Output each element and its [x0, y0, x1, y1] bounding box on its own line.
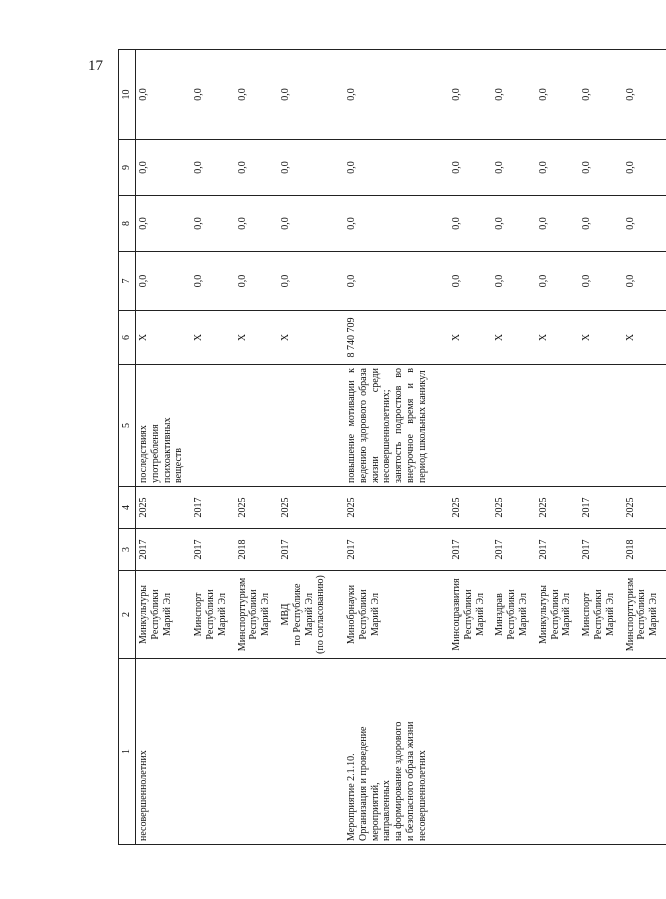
value-cell: 0,0	[536, 50, 579, 140]
result-cell	[235, 365, 278, 487]
executor-cell: МВД по Республике Марий Эл (по согласованию)	[278, 571, 344, 659]
amount-cell: X	[191, 311, 234, 365]
table-row	[623, 50, 666, 845]
start-year-cell: 2017	[449, 529, 492, 571]
executor-cell: Минспорт Республики Марий Эл	[579, 571, 622, 659]
header-row	[119, 50, 136, 845]
result-cell	[579, 365, 622, 487]
value-cell: 0,0	[492, 50, 535, 140]
value-cell: 0,0	[235, 196, 278, 252]
executor-cell: Минздрав Республики Марий Эл	[492, 571, 535, 659]
value-cell: 0,0	[492, 140, 535, 196]
result-cell	[449, 365, 492, 487]
end-year-cell: 2025	[449, 487, 492, 529]
value-cell: 0,0	[191, 50, 234, 140]
value-cell: 0,0	[579, 252, 622, 311]
start-year-cell: 2017	[136, 529, 192, 571]
value-cell: 0,0	[536, 140, 579, 196]
amount-cell: X	[449, 311, 492, 365]
value-cell: 0,0	[623, 196, 666, 252]
value-cell: 0,0	[235, 140, 278, 196]
value-cell: 0,0	[278, 252, 344, 311]
rotated-table-container	[118, 50, 660, 845]
end-year-cell: 2017	[191, 487, 234, 529]
start-year-cell: 2017	[536, 529, 579, 571]
executor-cell: Минспорттуризм Республики Марий Эл	[623, 571, 666, 659]
value-cell: 0,0	[344, 50, 449, 140]
result-cell: повышение мотивации к ведению здорового образа жизни среди несовершеннолетних; занятость подростков во внеурочное время и в период школьных каникул	[344, 365, 449, 487]
table-row	[579, 50, 622, 845]
amount-cell: X	[278, 311, 344, 365]
end-year-cell: 2025	[536, 487, 579, 529]
end-year-cell: 2025	[623, 487, 666, 529]
value-cell: 0,0	[579, 50, 622, 140]
event-cell	[492, 659, 535, 845]
event-cell: несовершеннолетних	[136, 659, 192, 845]
value-cell: 0,0	[449, 140, 492, 196]
col-header: 2	[119, 571, 136, 659]
value-cell: 0,0	[579, 196, 622, 252]
value-cell: 0,0	[344, 196, 449, 252]
value-cell: 0,0	[449, 50, 492, 140]
value-cell: 0,0	[191, 196, 234, 252]
end-year-cell: 2025	[136, 487, 192, 529]
value-cell: 0,0	[136, 140, 192, 196]
col-header: 6	[119, 311, 136, 365]
amount-cell: X	[579, 311, 622, 365]
executor-cell: Минспорт Республики Марий Эл	[191, 571, 234, 659]
value-cell: 0,0	[344, 252, 449, 311]
col-header: 5	[119, 365, 136, 487]
start-year-cell: 2017	[344, 529, 449, 571]
start-year-cell: 2017	[579, 529, 622, 571]
event-cell	[623, 659, 666, 845]
value-cell: 0,0	[136, 252, 192, 311]
executor-cell: Минкультуры Республики Марий Эл	[136, 571, 192, 659]
event-cell	[579, 659, 622, 845]
event-cell	[235, 659, 278, 845]
col-header: 9	[119, 140, 136, 196]
event-cell	[191, 659, 234, 845]
event-cell	[278, 659, 344, 845]
value-cell: 0,0	[278, 140, 344, 196]
result-cell	[492, 365, 535, 487]
value-cell: 0,0	[191, 252, 234, 311]
value-cell: 0,0	[136, 50, 192, 140]
value-cell: 0,0	[449, 252, 492, 311]
value-cell: 0,0	[235, 252, 278, 311]
start-year-cell: 2017	[278, 529, 344, 571]
result-cell: последствиях употребления психоактивных веществ	[136, 365, 192, 487]
value-cell: 0,0	[492, 252, 535, 311]
col-header: 1	[119, 659, 136, 845]
table-row	[191, 50, 234, 845]
table-row	[235, 50, 278, 845]
result-cell	[191, 365, 234, 487]
end-year-cell: 2025	[278, 487, 344, 529]
value-cell: 0,0	[136, 196, 192, 252]
amount-cell: X	[136, 311, 192, 365]
amount-cell: 8 740 709	[344, 311, 449, 365]
event-cell: Мероприятие 2.1.10. Организация и проведение мероприятий, направленных на формирование здорового и безопасного образа жизни несовершеннолетних	[344, 659, 449, 845]
end-year-cell: 2017	[579, 487, 622, 529]
executor-cell: Минобрнауки Республики Марий Эл	[344, 571, 449, 659]
value-cell: 0,0	[623, 50, 666, 140]
end-year-cell: 2025	[235, 487, 278, 529]
executor-cell: Минсоцразвития Республики Марий Эл	[449, 571, 492, 659]
table-row	[136, 50, 192, 845]
value-cell: 0,0	[278, 50, 344, 140]
page-number: 17	[88, 58, 103, 74]
value-cell: 0,0	[278, 196, 344, 252]
amount-cell: X	[235, 311, 278, 365]
event-cell	[536, 659, 579, 845]
value-cell: 0,0	[235, 50, 278, 140]
value-cell: 0,0	[536, 196, 579, 252]
table-row	[278, 50, 344, 845]
col-header: 7	[119, 252, 136, 311]
start-year-cell: 2018	[235, 529, 278, 571]
col-header: 8	[119, 196, 136, 252]
result-cell	[536, 365, 579, 487]
value-cell: 0,0	[344, 140, 449, 196]
start-year-cell: 2018	[623, 529, 666, 571]
table-row	[449, 50, 492, 845]
value-cell: 0,0	[536, 252, 579, 311]
event-cell	[449, 659, 492, 845]
value-cell: 0,0	[492, 196, 535, 252]
start-year-cell: 2017	[492, 529, 535, 571]
table-row	[344, 50, 449, 845]
start-year-cell: 2017	[191, 529, 234, 571]
value-cell: 0,0	[623, 140, 666, 196]
result-cell	[623, 365, 666, 487]
amount-cell: X	[492, 311, 535, 365]
result-cell	[278, 365, 344, 487]
executor-cell: Минкультуры Республики Марий Эл	[536, 571, 579, 659]
table-body	[136, 50, 666, 845]
col-header: 4	[119, 487, 136, 529]
value-cell: 0,0	[449, 196, 492, 252]
program-table	[118, 49, 666, 845]
executor-cell: Минспорттуризм Республики Марий Эл	[235, 571, 278, 659]
value-cell: 0,0	[623, 252, 666, 311]
table-row	[492, 50, 535, 845]
end-year-cell: 2025	[344, 487, 449, 529]
value-cell: 0,0	[191, 140, 234, 196]
value-cell: 0,0	[579, 140, 622, 196]
end-year-cell: 2025	[492, 487, 535, 529]
amount-cell: X	[536, 311, 579, 365]
col-header: 10	[119, 50, 136, 140]
amount-cell: X	[623, 311, 666, 365]
col-header: 3	[119, 529, 136, 571]
table-row	[536, 50, 579, 845]
